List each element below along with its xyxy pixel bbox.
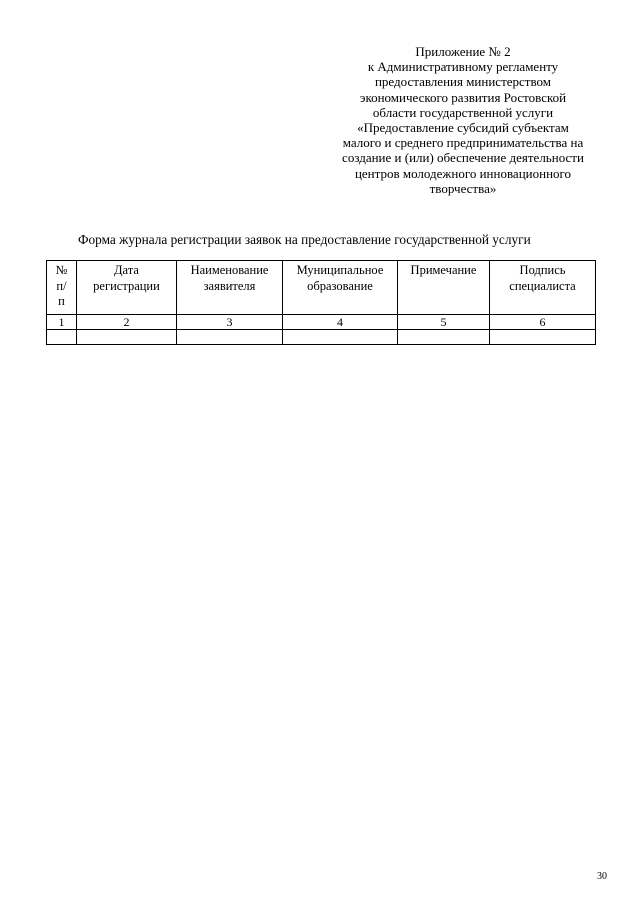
column-number-row [47, 315, 596, 330]
header-text: Дата [114, 263, 139, 277]
header-text: специалиста [509, 278, 576, 293]
appendix-line: экономического развития Ростовской [359, 89, 567, 105]
page-number: 30 [597, 871, 607, 882]
table-header-row [47, 261, 596, 315]
appendix-line: Приложение № 2 [415, 44, 511, 59]
header-text: Муниципальное [296, 263, 384, 277]
column-number-cell: 5 [398, 315, 490, 330]
appendix-line: области государственной услуги [372, 104, 554, 120]
header-text: п [58, 294, 65, 308]
header-cell-applicant-name [177, 261, 283, 315]
registration-journal-table [46, 260, 596, 345]
header-text: п/ [56, 278, 67, 293]
header-cell-municipality [283, 261, 398, 315]
blank-cell [77, 330, 177, 345]
blank-cell [398, 330, 490, 345]
header-cell-specialist-signature [490, 261, 596, 315]
form-title: Форма журнала регистрации заявок на предоставление государственной услуги [78, 232, 531, 247]
column-number-cell: 3 [177, 315, 283, 330]
blank-cell [283, 330, 398, 345]
header-cell-registration-date [77, 261, 177, 315]
header-cell-note [398, 261, 490, 315]
blank-entry-row [47, 330, 596, 345]
appendix-line: малого и среднего предпринимательства на [342, 135, 584, 151]
appendix-line: «Предоставление субсидий субъектам [357, 120, 569, 136]
column-number-cell: 1 [47, 315, 77, 330]
header-text: Наименование [190, 263, 269, 277]
header-text: № [55, 263, 68, 277]
header-text: регистрации [93, 278, 160, 293]
appendix-line: к Административному регламенту [367, 59, 559, 75]
appendix-line: создание и (или) обеспечение деятельности [342, 150, 584, 166]
column-number-cell: 6 [490, 315, 596, 330]
blank-cell [47, 330, 77, 345]
appendix-line: творчества» [429, 180, 497, 196]
header-text: Примечание [410, 263, 477, 277]
appendix-line: центров молодежного инновационного [354, 165, 572, 181]
header-text: Подпись [519, 263, 566, 277]
column-number-cell: 4 [283, 315, 398, 330]
appendix-block [308, 44, 618, 196]
appendix-line: предоставления министерством [374, 74, 552, 90]
header-text: заявителя [203, 278, 256, 293]
blank-cell [490, 330, 596, 345]
blank-cell [177, 330, 283, 345]
header-cell-number [47, 261, 77, 315]
column-number-cell: 2 [77, 315, 177, 330]
header-text: образование [307, 278, 373, 293]
